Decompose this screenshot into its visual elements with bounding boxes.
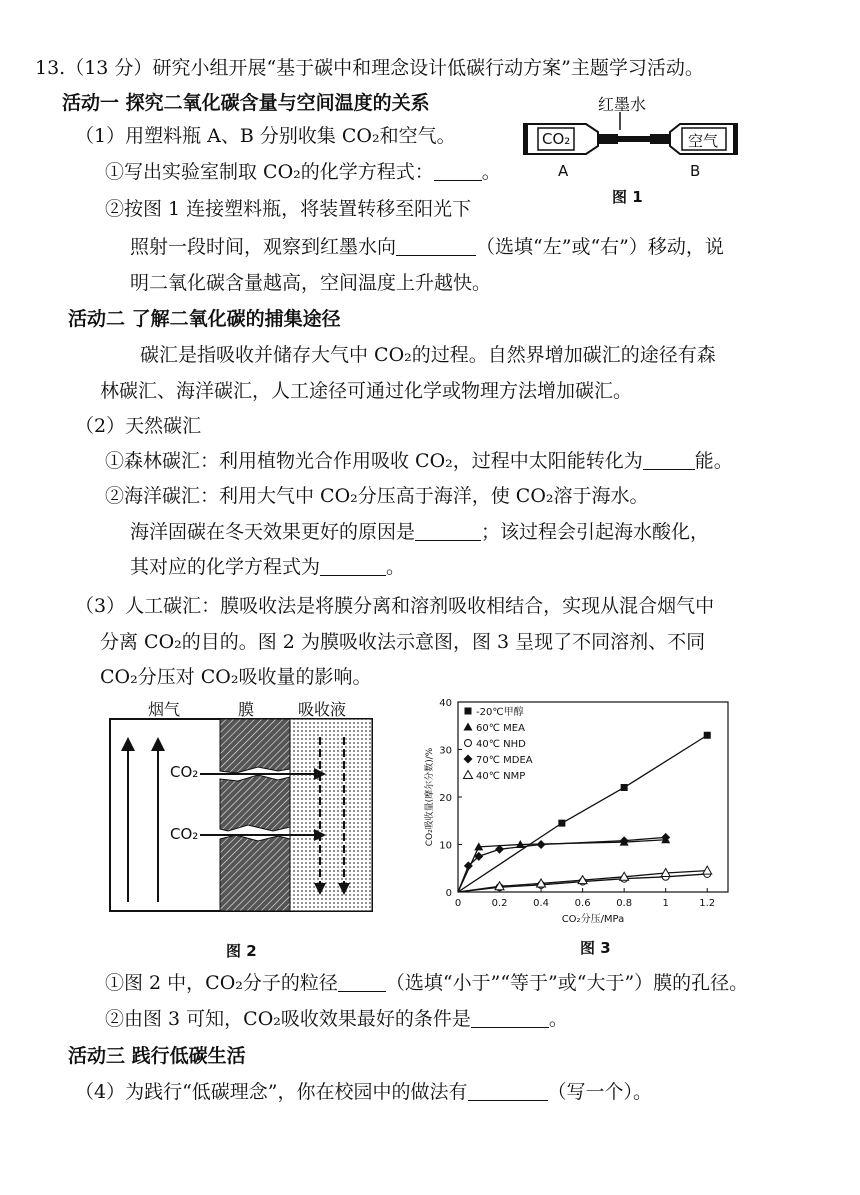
question-intro: 研究小组开展“基于碳中和理念设计低碳行动方案”主题学习活动。 bbox=[152, 57, 704, 79]
question-number: 13. bbox=[35, 57, 66, 79]
data-point bbox=[704, 732, 711, 739]
data-point bbox=[465, 708, 472, 715]
data-point bbox=[703, 866, 712, 874]
fig3-caption: 图 3 bbox=[580, 939, 611, 957]
data-point bbox=[558, 820, 565, 827]
activity2-para2: 林碳汇、海洋碳汇，人工途径可通过化学或物理方法增加碳汇。 bbox=[100, 380, 633, 402]
q3-line3: CO₂分压对 CO₂吸收量的影响。 bbox=[100, 666, 372, 688]
question-header bbox=[35, 55, 704, 81]
x-tick-label: 1 bbox=[662, 898, 669, 909]
x-tick-label: 0.6 bbox=[574, 898, 591, 909]
data-point bbox=[537, 840, 546, 849]
activity1-title: 活动一 探究二氧化碳含量与空间温度的关系 bbox=[62, 92, 430, 114]
fig1-title: 红墨水 bbox=[598, 95, 647, 114]
figure2 bbox=[108, 695, 383, 965]
answer-blank-q2-3[interactable] bbox=[320, 557, 386, 576]
q1-2a: ②按图 1 连接塑料瓶，将装置转移至阳光下 bbox=[105, 198, 472, 220]
q3-5 bbox=[105, 1006, 568, 1032]
q1-1: ①写出实验室制取 CO₂的化学方程式： 。 bbox=[105, 161, 501, 183]
q3-4-pre: ①图 2 中，CO₂分子的粒径 bbox=[105, 972, 338, 994]
legend-label-4: 40℃ NMP bbox=[476, 771, 526, 782]
answer-blank-q4[interactable] bbox=[468, 1082, 548, 1101]
x-tick-label: 0.2 bbox=[491, 898, 508, 909]
q2-4: 其对应的化学方程式为 。 bbox=[130, 556, 406, 578]
activity2-para1: 碳汇是指吸收并储存大气中 CO₂的过程。自然界增加碳汇的途径有森 bbox=[140, 344, 716, 366]
y-tick-label: 0 bbox=[445, 888, 452, 899]
fig2-co2-top: CO₂ bbox=[170, 763, 199, 781]
q2-1-post: 能。 bbox=[694, 450, 733, 472]
q1-1-text: ①写出实验室制取 CO₂的化学方程式： bbox=[105, 161, 434, 183]
question-score: （13 分） bbox=[65, 57, 153, 79]
x-tick-label: 1.2 bbox=[699, 898, 716, 909]
legend-label-2: 40℃ NHD bbox=[476, 739, 526, 750]
answer-blank-q3-1[interactable] bbox=[338, 973, 386, 992]
q4-post: （写一个）。 bbox=[547, 1081, 653, 1103]
q2-3 bbox=[130, 519, 709, 545]
q2-4-text: 其对应的化学方程式为 bbox=[130, 556, 321, 578]
q3-4-post: （选填“小于”“等于”或“大于”）膜的孔径。 bbox=[385, 972, 749, 994]
x-axis-label: CO₂分压/MPa bbox=[561, 914, 625, 925]
x-tick-label: 0.4 bbox=[533, 898, 550, 909]
q3-line1: （3）人工碳汇：膜吸收法是将膜分离和溶剂吸收相结合，实现从混合烟气中 bbox=[75, 595, 715, 617]
bottle-b-content: 空气 bbox=[688, 132, 719, 150]
data-point bbox=[464, 755, 473, 764]
q3-line2: 分离 CO₂的目的。图 2 为膜吸收法示意图，图 3 呈现了不同溶剂、不同 bbox=[100, 631, 706, 653]
q1-2b-pre: 照射一段时间，观察到红墨水向 bbox=[130, 236, 397, 258]
x-tick-label: 0 bbox=[454, 898, 462, 909]
data-point bbox=[621, 784, 628, 791]
y-tick-label: 30 bbox=[439, 745, 452, 757]
x-tick-label: 0.8 bbox=[616, 898, 633, 909]
activity2-title: 活动二 了解二氧化碳的捕集途径 bbox=[68, 308, 341, 330]
q3-5-pre: ②由图 3 可知，CO₂吸收效果最好的条件是 bbox=[105, 1008, 471, 1030]
y-tick-label: 40 bbox=[439, 698, 452, 709]
bottle-b-label: B bbox=[690, 162, 701, 180]
legend-label-1: 60℃ MEA bbox=[476, 723, 525, 734]
q3-4 bbox=[105, 970, 748, 996]
fig2-diagram bbox=[108, 717, 383, 917]
fig3-chart bbox=[420, 690, 750, 930]
y-axis-label: CO₂吸收量(摩尔分数)/% bbox=[425, 747, 435, 847]
q4 bbox=[75, 1079, 652, 1105]
figure3 bbox=[420, 690, 750, 965]
q1-text: （1）用塑料瓶 A、B 分别收集 CO₂和空气。 bbox=[75, 125, 456, 147]
fig2-co2-bottom: CO₂ bbox=[170, 825, 199, 843]
fig2-caption: 图 2 bbox=[226, 942, 257, 960]
q1-2c: 明二氧化碳含量越高，空间温度上升越快。 bbox=[130, 272, 492, 294]
answer-blank-q1-2[interactable] bbox=[396, 237, 476, 256]
q2-2: ②海洋碳汇：利用大气中 CO₂分压高于海洋，使 CO₂溶于海水。 bbox=[105, 485, 649, 507]
fig2-header-gas: 烟气 bbox=[148, 700, 181, 719]
legend-label-3: 70℃ MDEA bbox=[476, 755, 533, 766]
q2-3-post: ；该过程会引起海水酸化， bbox=[481, 521, 710, 543]
answer-blank-q2-1[interactable] bbox=[643, 451, 695, 470]
fig1-apparatus bbox=[520, 112, 745, 192]
fig1-caption: 图 1 bbox=[612, 188, 643, 206]
y-tick-label: 20 bbox=[439, 793, 452, 804]
series-line-1 bbox=[458, 840, 666, 892]
q2-1-pre: ①森林碳汇：利用植物光合作用吸收 CO₂，过程中太阳能转化为 bbox=[105, 450, 643, 472]
q3-5-post: 。 bbox=[548, 1008, 568, 1030]
y-tick-label: 10 bbox=[439, 840, 452, 852]
q2-3-pre: 海洋固碳在冬天效果更好的原因是 bbox=[130, 521, 416, 543]
q4-pre: （4）为践行“低碳理念”，你在校园中的做法有 bbox=[75, 1081, 468, 1103]
fig2-header-membrane: 膜 bbox=[238, 700, 255, 719]
data-point bbox=[465, 740, 472, 747]
q1-2b-post: （选填“左”或“右”）移动，说 bbox=[476, 236, 724, 258]
activity3-title: 活动三 践行低碳生活 bbox=[68, 1045, 246, 1067]
data-point bbox=[464, 723, 473, 731]
q2-title: （2）天然碳汇 bbox=[75, 415, 202, 437]
answer-blank-q3-2[interactable] bbox=[471, 1009, 549, 1028]
answer-blank-q2-2[interactable] bbox=[415, 522, 481, 541]
q1-2b bbox=[130, 234, 724, 260]
bottle-a-content: CO₂ bbox=[542, 130, 571, 148]
answer-blank-q1-1[interactable] bbox=[434, 162, 482, 181]
data-point bbox=[464, 771, 473, 779]
legend-label-0: -20℃甲醇 bbox=[476, 707, 524, 718]
figure1 bbox=[520, 90, 745, 210]
q2-1 bbox=[105, 448, 733, 474]
fig2-header-liquid: 吸收液 bbox=[298, 700, 347, 719]
bottle-a-label: A bbox=[558, 162, 569, 180]
